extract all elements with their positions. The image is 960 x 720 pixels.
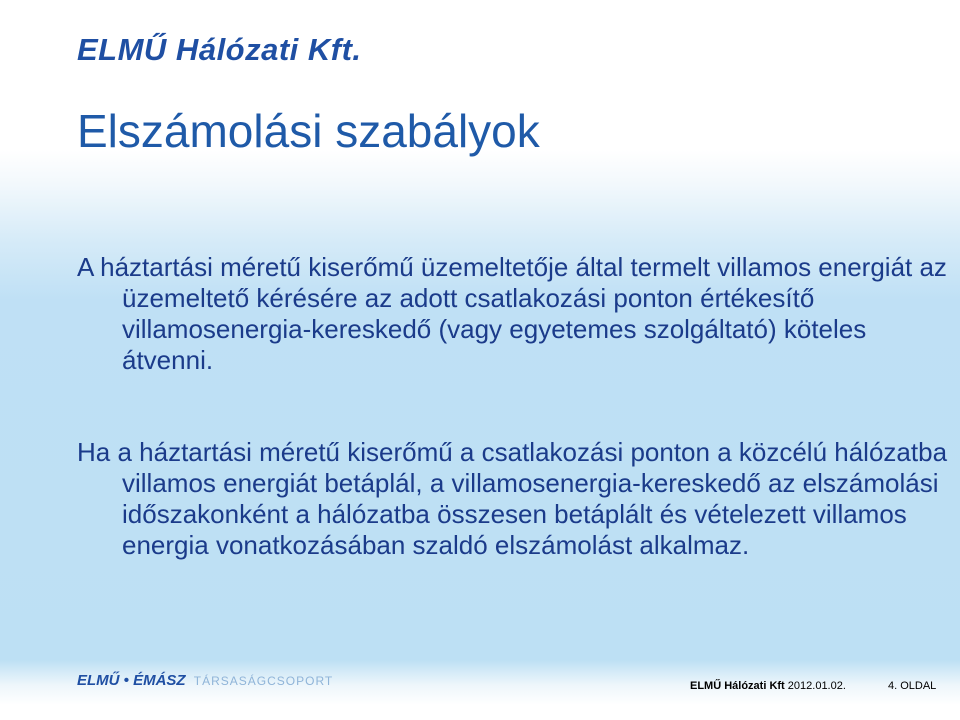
slide-title: Elszámolási szabályok (77, 105, 540, 157)
page-number: 4. OLDAL (888, 680, 937, 692)
paragraph-2: Ha a háztartási méretű kiserőmű a csatlakozási ponton a közcélú hálózatba villamos energiát betáplál, a villamosenergia-kereskedő az elszámolási időszakonként a hálózatba összesen betáplált és vételezett villamos energia vonatkozásában szaldó elszámolást alkalmaz. (77, 437, 948, 560)
footer-group-text: TÁRSASÁGCSOPORT (193, 674, 334, 688)
footer-logo (77, 672, 333, 689)
company-logo: ELMŰ Hálózati Kft. (77, 32, 362, 67)
paragraph-1: A háztartási méretű kiserőmű üzemeltetője által termelt villamos energiát az üzemeltető kérésére az adott csatlakozási ponton értékesítő villamosenergia-kereskedő (vagy egyetemes szolgáltató) köteles átvenni. (77, 252, 947, 375)
footer-info (690, 680, 846, 692)
footer-company: ELMŰ Hálózati Kft (690, 680, 785, 692)
footer-date: 2012.01.02. (787, 680, 846, 692)
footer-logo-text: ELMŰ • ÉMÁSZ (77, 672, 186, 689)
